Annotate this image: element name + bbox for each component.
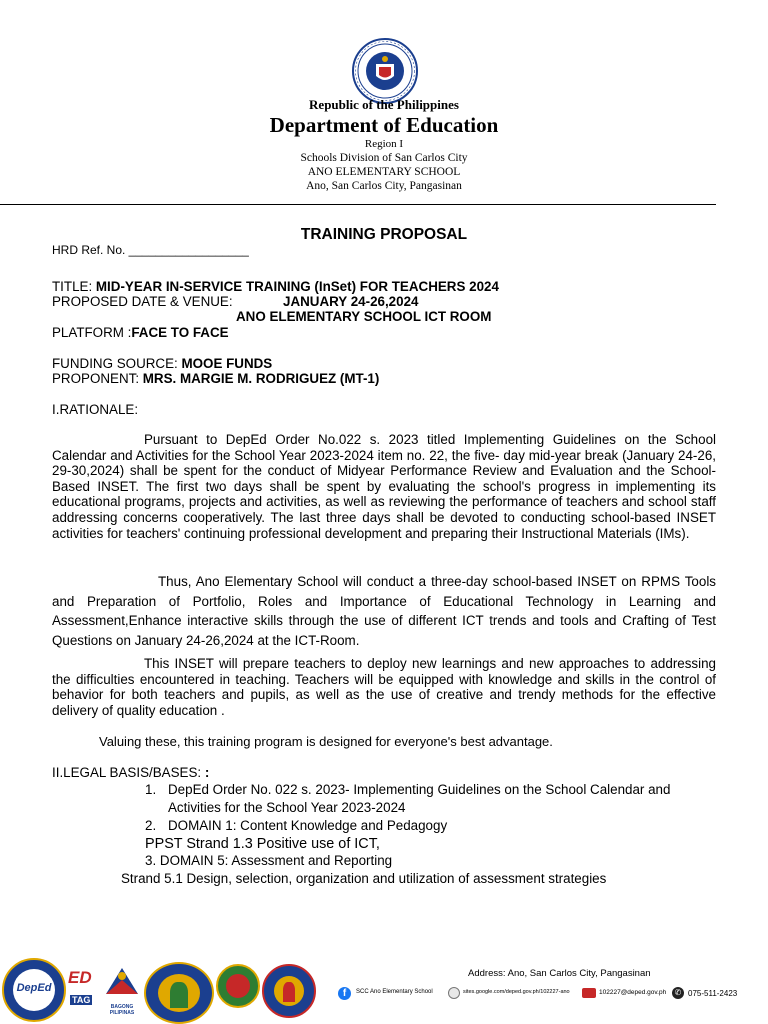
republic-heading: Republic of the Philippines — [309, 97, 459, 112]
email-link[interactable]: 102227@deped.gov.ph — [599, 989, 667, 996]
legal-item-text: DepEd Order No. 022 s. 2023- Implementing Guidelines on the School Calendar and — [168, 782, 671, 797]
proponent-field — [52, 371, 379, 386]
date-value: JANUARY 24-26,2024 — [283, 294, 419, 309]
legal-item-text-continued: Activities for the School Year 2023-2024 — [168, 800, 406, 815]
legal-heading: II.LEGAL BASIS/BASES: : — [52, 765, 210, 780]
rationale-paragraph-1: Pursuant to DepEd Order No.022 s. 2023 titled Implementing Guidelines on the School Calendar and Activities for the School Year 2023-2024 item no. 22, the five- day mid-year break (January 24-26, 29-30,2024) shall be spent for the conduct of Midyear Performance Review and Evaluation and the School- Based INSET. The first two days shall be spent by evaluating the school's progress in implementing its educational programs, projects and activities, as well as reviewing the performance of teachers and school staff addressing concerns cooperatively. The last three days shall be devoted to conducting school-based INSET activities for teachers' continuing professional development and preparing their Instructional Materials (IMs). — [52, 432, 716, 541]
school-address-text: Ano, San Carlos City, Pangasinan — [306, 180, 462, 192]
department-heading: Department of Education — [269, 113, 499, 137]
phone-number: 075-511-2423 — [688, 989, 738, 998]
platform-label: PLATFORM : — [52, 325, 132, 340]
facebook-page-link[interactable]: SCC Ano Elementary School — [356, 989, 433, 995]
hrd-ref-field: HRD Ref. No. __________________ — [52, 243, 249, 257]
region-text: Region I — [364, 138, 404, 150]
division-text: Schools Division of San Carlos City — [300, 152, 468, 164]
title-label: TITLE: — [52, 279, 96, 294]
funding-value: MOOE FUNDS — [181, 356, 273, 371]
date-label: PROPOSED DATE & VENUE: — [52, 294, 233, 309]
funding-label: FUNDING SOURCE: — [52, 356, 182, 371]
title-field — [52, 279, 499, 294]
footer-address: Address: Ano, San Carlos City, Pangasinan — [468, 968, 651, 979]
division-seal-logo — [216, 964, 260, 1008]
bagong-pilipinas-logo: BAGONG PILIPINAS — [102, 964, 142, 1008]
title-value: MID-YEAR IN-SERVICE TRAINING (InSet) FOR TEACHERS 2024 — [95, 279, 499, 294]
rationale-paragraph-2: Thus, Ano Elementary School will conduct a three-day school-based INSET on RPMS Tools and Preparation of Portfolio, Roles and Importance of Educational Technology in Learning and Assessment,Enhance interactive skills through the use of different ICT trends and tools and Crafting of Test Questions on January 24-26,2024 at the ICT-Room. — [52, 574, 716, 648]
legal-item-text: Strand 5.1 Design, selection, organization and utilization of assessment strategies — [121, 871, 607, 886]
funding-field — [52, 356, 272, 371]
school-name-text: ANO ELEMENTARY SCHOOL — [307, 166, 461, 178]
ano-elementary-school-seal — [144, 962, 214, 1024]
document-title: TRAINING PROPOSAL — [300, 226, 468, 243]
rationale-paragraph-4: Valuing these, this training program is designed for everyone's best advantage. — [99, 734, 553, 749]
legal-item-text: DOMAIN 1: Content Knowledge and Pedagogy — [168, 818, 448, 833]
email-icon — [582, 988, 596, 998]
legal-item-number: 1. — [145, 782, 157, 797]
website-icon — [448, 987, 460, 999]
proponent-value: MRS. MARGIE M. RODRIGUEZ (MT-1) — [142, 371, 380, 386]
legal-item — [145, 782, 156, 798]
school-seal-logo: DepEd — [2, 958, 66, 1022]
deped-seal-logo — [352, 38, 418, 104]
phone-icon: ✆ — [672, 987, 684, 999]
header-divider — [0, 204, 716, 205]
venue-value: ANO ELEMENTARY SCHOOL ICT ROOM — [236, 309, 492, 324]
school-club-seal-logo — [262, 964, 316, 1018]
legal-item-text: 3. DOMAIN 5: Assessment and Reporting — [145, 853, 393, 868]
legal-item-text: PPST Strand 1.3 Positive use of ICT, — [145, 836, 380, 852]
proponent-label: PROPONENT: — [52, 371, 143, 386]
rationale-heading: I.RATIONALE: — [52, 402, 139, 417]
website-link[interactable]: sites.google.com/deped.gov.ph/102227-ano — [463, 989, 570, 995]
tag-text: TAG — [72, 995, 91, 1005]
deped-partial-logo: ED — [68, 968, 92, 987]
facebook-icon: f — [338, 987, 351, 1000]
rationale-paragraph-3: This INSET will prepare teachers to deploy new learnings and new approaches to addressing the difficulties encountered in teaching. Teachers will be equipped with knowledge and skills in the control of behavior for both teachers and pupils, as well as the use of creative and trendy methods for the effective delivery of quality education . — [52, 656, 716, 718]
legal-item-number: 2. — [145, 818, 157, 833]
platform-field — [52, 325, 229, 340]
platform-value: FACE TO FACE — [131, 325, 229, 340]
